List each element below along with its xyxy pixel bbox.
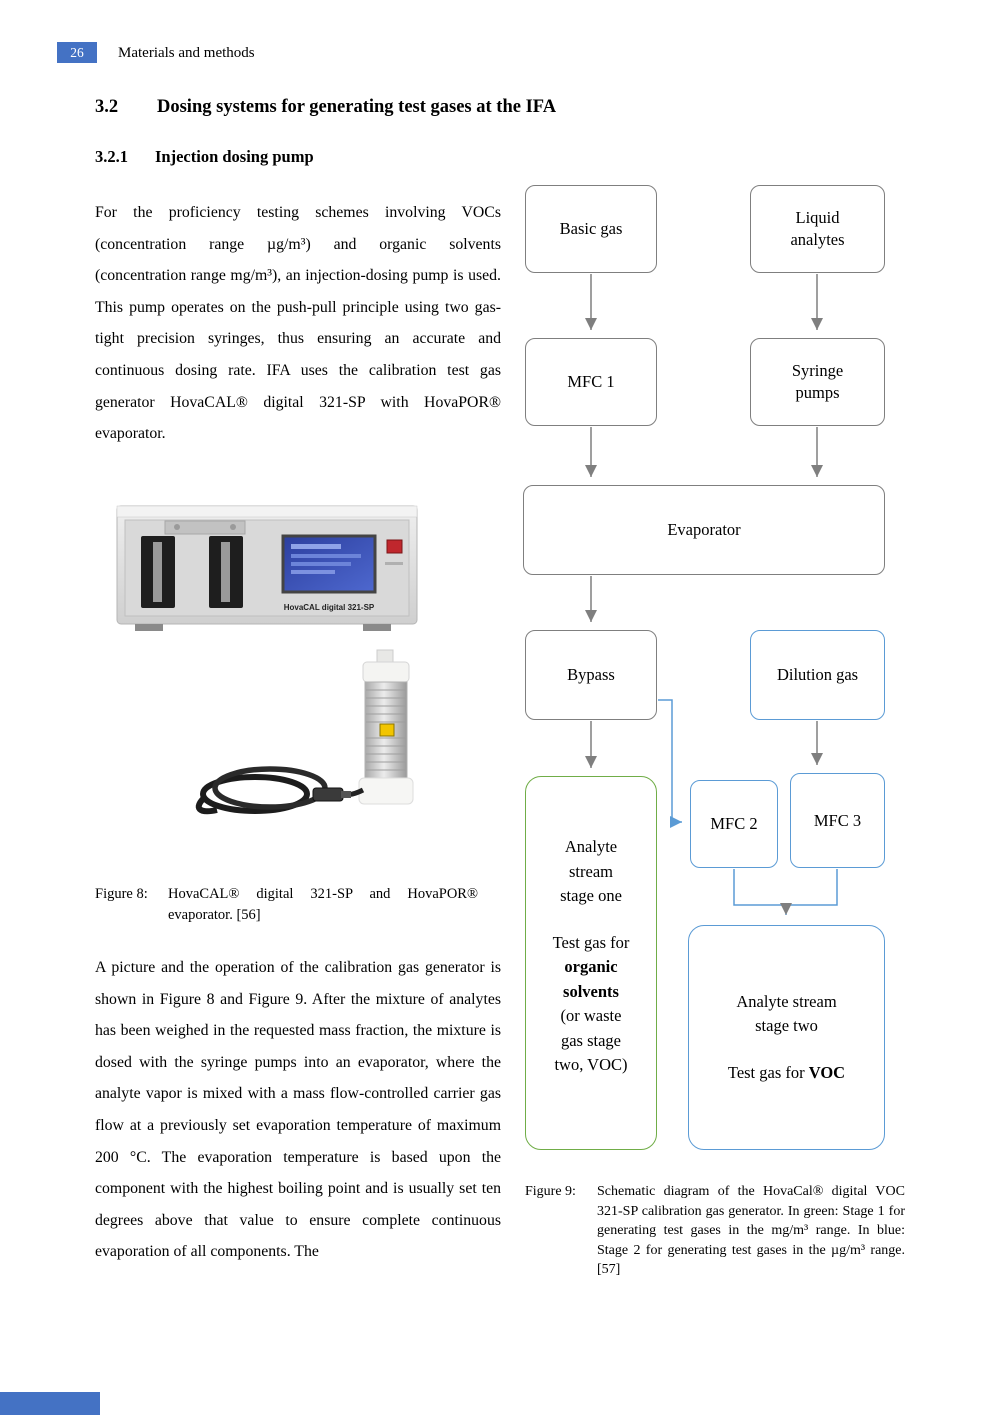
device-panel-label: HovaCAL digital 321-SP xyxy=(283,603,375,612)
node-liquid-analytes xyxy=(750,185,885,273)
paragraph-2: A picture and the operation of the calibration gas generator is shown in Figure 8 and Figure 9. After the mixture of analytes has been weighed in the requested mass fraction, the mixture is dosed with the syringe pumps into an evaporator, where the analyte vapor is mixed with a mass flow-controlled carrier gas flow at a previously set evaporation temperature of maximum 200 °C. The evaporation temperature is based upon the component with the highest boiling point and is usually set ten degrees above that value to ensure complete continuous evaporation of all components. The xyxy=(95,959,501,1261)
figure8-caption xyxy=(95,884,478,926)
node-label: Dilution gas xyxy=(776,665,859,684)
node-label: MFC 3 xyxy=(813,810,862,830)
stage-one-line: stage one xyxy=(560,886,622,905)
subsection-heading xyxy=(95,147,314,167)
figure9-caption-text: Schematic diagram of the HovaCal® digital VOC 321-SP calibration gas generator. In green: Stage 1 for generating test gases in the mg/m³ range. In blue: Stage 2 for generating test gases in the µg/m³ range. [57] xyxy=(597,1184,905,1277)
node-mfc1 xyxy=(525,338,657,426)
node-label: Liquid analytes xyxy=(790,208,845,249)
hovapor-evaporator xyxy=(199,650,413,811)
hovacal-instrument xyxy=(117,506,417,631)
stage-two-bold-text: VOC xyxy=(808,1062,846,1082)
figure9-label: Figure 9: xyxy=(525,1184,576,1199)
stage-one-line: solvents xyxy=(563,981,619,1001)
page-number: 26 xyxy=(70,44,84,60)
node-dilution-gas xyxy=(750,630,885,720)
node-label: MFC 2 xyxy=(710,814,758,833)
node-basic-gas xyxy=(525,185,657,273)
subsection-title: Injection dosing pump xyxy=(155,147,314,166)
section-title: Dosing systems for generating test gases at the IFA xyxy=(157,97,557,117)
figure8-label: Figure 8: xyxy=(95,886,148,902)
stage-one-line: Test gas for xyxy=(552,932,630,952)
section-number: 3.2 xyxy=(95,97,119,117)
node-label: Syringe pumps xyxy=(791,361,844,402)
running-header: Materials and methods xyxy=(118,45,255,61)
node-label: Bypass xyxy=(567,665,615,684)
node-mfc3 xyxy=(790,773,885,868)
node-analyte-stream-stage-two xyxy=(688,925,885,1150)
node-syringe-pumps xyxy=(750,338,885,426)
node-label: MFC 1 xyxy=(567,372,615,391)
warning-label-icon xyxy=(380,724,394,736)
stage-one-line: gas stage xyxy=(560,1030,622,1050)
node-mfc2 xyxy=(690,780,778,868)
cable-connector xyxy=(313,788,343,801)
stage-one-line: Analyte xyxy=(564,837,618,856)
section-heading xyxy=(95,97,556,118)
figure8-caption-text: HovaCAL® digital 321-SP and HovaPOR® evaporator. [56] xyxy=(168,886,478,923)
page-number-box xyxy=(57,42,97,63)
node-evaporator xyxy=(523,485,885,575)
stage-two-text: Test gas for xyxy=(727,1062,805,1082)
stage-one-line: (or waste xyxy=(560,1006,622,1025)
node-label: Evaporator xyxy=(667,520,741,539)
subsection-number: 3.2.1 xyxy=(95,147,128,166)
stage-one-line: organic xyxy=(564,957,618,976)
node-bypass xyxy=(525,630,657,720)
footer-decoration-box xyxy=(0,1392,100,1415)
figure8-photo xyxy=(105,492,435,842)
stage-two-line: Analyte stream xyxy=(736,991,837,1011)
figure9-caption xyxy=(525,1182,905,1280)
stage-one-line: stream xyxy=(569,861,613,881)
paragraph-1: For the proficiency testing schemes involving VOCs (concentration range µg/m³) and organic solvents (concentration range mg/m³), an injection-dosing pump is used. This pump operates on the push-pull principle using two gas-tight precision syringes, thus ensuring an accurate and continuous dosing rate. IFA uses the calibration test gas generator HovaCAL® digital 321-SP with HovaPOR® evaporator. xyxy=(95,204,501,443)
stage-two-line xyxy=(728,1061,845,1086)
power-cable xyxy=(199,769,363,811)
power-button xyxy=(387,540,402,553)
node-analyte-stream-stage-one xyxy=(525,776,657,1150)
node-label: Basic gas xyxy=(559,219,623,238)
stage-one-line: two, VOC) xyxy=(554,1055,628,1074)
stage-two-line: stage two xyxy=(755,1016,818,1036)
